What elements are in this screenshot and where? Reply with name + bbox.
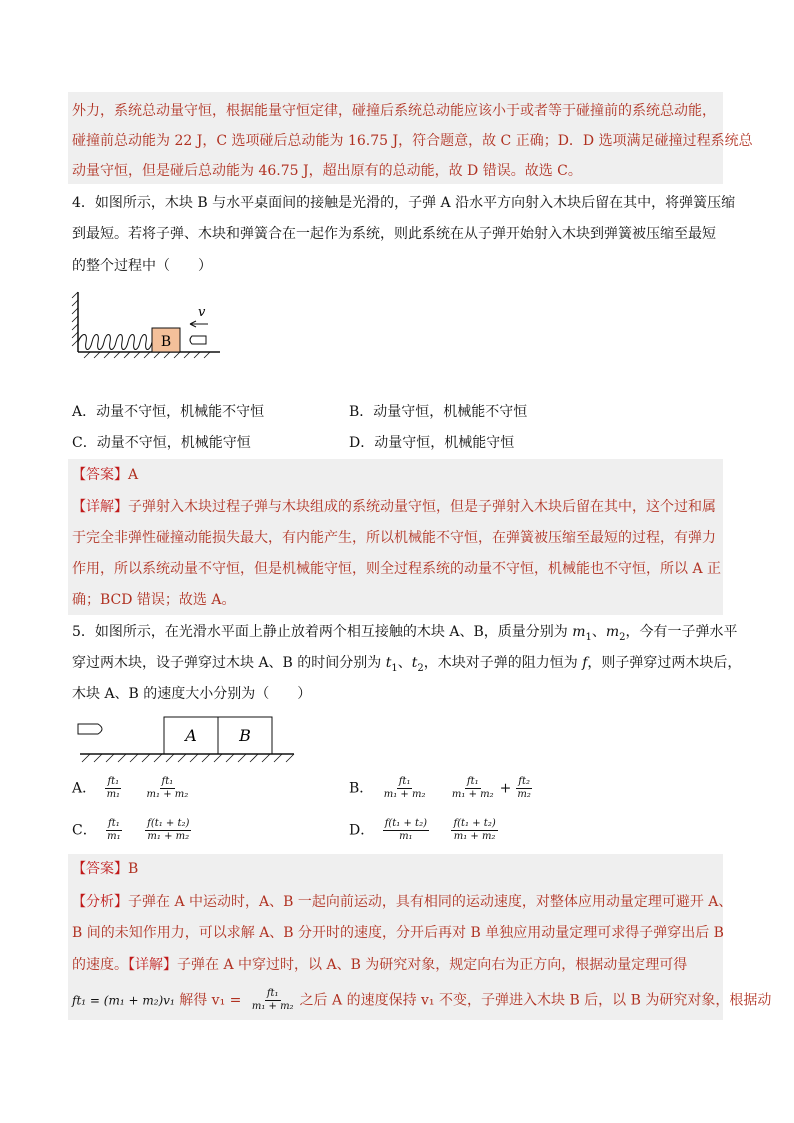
q5-m2: m (605, 624, 620, 640)
q5-option-d-frac-2 (451, 818, 497, 843)
q5-analysis-line-2: B 间的未知作用力，可以求解 A、B 分开时的速度，分开后再对 B 单独应用动量定理可求得子弹穿出后 B (72, 925, 724, 941)
frac-den: m₁ + m₂ (383, 789, 426, 800)
q4-stem-line-1: 4．如图所示，木块 B 与水平桌面间的接触是光滑的，子弹 A 沿水平方向射入木块后留在其中，将弹簧压缩 (72, 195, 736, 211)
bullet (190, 336, 206, 344)
frac-den: m₁ + m₂ (146, 789, 189, 800)
wall-hatch (72, 292, 78, 346)
q4-spring-block-figure (70, 286, 230, 366)
frac-den: m₁ (399, 831, 413, 842)
q5-stem-text-2a: 穿过两木块，设子弹穿过木块 A、B 的时间分别为 (72, 655, 386, 671)
block-a-label: A (185, 726, 197, 745)
frac-den: m₁ (106, 789, 121, 800)
q5-stem-line-3: 木块 A、B 的速度大小分别为（ ） (72, 686, 312, 702)
q5-answer-value: B (128, 861, 139, 877)
q5-detail-tag: 【详解】 (128, 957, 177, 973)
q4-option-b: B．动量守恒，机械能不守恒 (349, 404, 528, 420)
q5-option-c-frac-2 (145, 818, 191, 843)
q4-detail-text-1: 子弹射入木块过程子弹与木块组成的系统动量守恒，但是子弹射入木块后留在其中，这个过和属 (128, 499, 716, 515)
q4-answer-line (72, 465, 138, 485)
frac-num: ft₁ (107, 776, 120, 787)
q5-stem-line-1 (72, 622, 738, 648)
frac-num: ft₁ (398, 776, 411, 787)
q5-option-c (72, 818, 195, 843)
q5-option-d (349, 818, 502, 843)
frac-num: f(t₁ + t₂) (453, 818, 496, 829)
q4-option-c: C．动量不守恒，机械能守恒 (72, 435, 251, 451)
q4-detail-line-2: 于完全非弹性碰撞动能损失最大，有内能产生，所以机械能不守恒，在弹簧被压缩至最短的过程，有弹力 (72, 530, 716, 546)
block-b-q5-label: B (239, 726, 251, 745)
frac-num: ft₁ (266, 988, 279, 999)
frac-num: ft₁ (108, 818, 120, 829)
q5-option-c-label: C． (72, 822, 97, 839)
frac-num: ft₂ (518, 776, 530, 787)
q5-stem-text-2c: ，则子弹穿过两木块后， (587, 655, 742, 671)
q5-stem-text-1b: ，今有一子弹水平 (625, 624, 738, 640)
q5-analysis-line-3 (72, 955, 687, 975)
q5-option-b-frac-2 (450, 776, 496, 801)
q4-detail-line-4: 确；BCD 错误；故选 A。 (72, 592, 236, 608)
q5-option-d-label: D． (349, 822, 375, 839)
q5-option-b-label: B． (349, 780, 374, 797)
spring (78, 335, 152, 350)
q5-t2-sub: 2 (417, 662, 424, 674)
q5-sep-2: 、 (397, 655, 412, 671)
q5-sep-1: 、 (591, 624, 606, 640)
q5-t1: t (385, 655, 392, 671)
q5-stem-text-1a: 5．如图所示，在光滑水平面上静止放着两个相互接触的木块 A、B，质量分别为 (72, 624, 573, 640)
q4-detail-line-1 (72, 497, 716, 517)
prev-answer-line-1: 外力，系统总动量守恒，根据能量守恒定律，碰撞后系统总动能应该小于或者等于碰撞前的系统总动能， (72, 103, 716, 119)
q4-stem-line-3: 的整个过程中（ ） (72, 258, 212, 274)
q5-bullet (78, 724, 102, 734)
q5-option-a-frac-2 (145, 776, 191, 801)
q5-analysis-text-3: 的速度。 (72, 957, 128, 973)
q5-floor-hatch (82, 754, 294, 762)
q5-detail-text-1: 子弹在 A 中穿过时，以 A、B 为研究对象，规定向右为正方向，根据动量定理可得 (177, 957, 688, 973)
q5-m2-sub: 2 (619, 631, 626, 643)
frac-den: m₁ (107, 831, 121, 842)
q5-m1: m (572, 624, 586, 640)
q4-option-d: D．动量守恒，机械能守恒 (349, 435, 515, 451)
q5-option-b-frac-3 (515, 776, 533, 801)
q5-analysis-tag: 【分析】 (72, 894, 128, 910)
q5-t1-sub: 1 (391, 662, 398, 674)
frac-num: ft₁ (466, 776, 479, 787)
q4-option-a: A．动量不守恒，机械能不守恒 (72, 404, 265, 420)
prev-answer-line-3: 动量守恒，但是碰后总动能为 46.75 J，超出原有的总动能，故 D 错误。故选 C。 (72, 163, 582, 179)
q5-eq-lhs: ft₁ = (m₁ + m₂)v₁ (72, 993, 175, 1008)
q5-f: f (582, 655, 588, 671)
block-b-label: B (160, 334, 172, 350)
q4-detail-line-3: 作用，所以系统动量不守恒，但是机械能守恒，则全过程系统的动量不守恒，机械能也不守恒，所以 A 正 (72, 561, 722, 577)
q5-option-c-frac-1 (105, 818, 123, 843)
q5-blocks-figure (72, 714, 302, 766)
q5-option-a (72, 776, 194, 801)
frac-den: m₁ + m₂ (453, 831, 496, 842)
velocity-label: v (198, 305, 206, 320)
q5-stem-line-2 (72, 653, 741, 679)
q5-analysis-text-1: 子弹在 A 中运动时，A、B 一起向前运动，具有相同的运动速度，对整体应用动量定理可避开 A、 (128, 894, 733, 910)
q5-eq-frac (250, 988, 296, 1013)
q5-m1-sub: 1 (585, 631, 592, 643)
q5-answer-tag: 【答案】 (72, 861, 128, 877)
q5-stem-text-2b: ，木块对子弹的阻力恒为 (423, 655, 583, 671)
q5-option-a-label: A． (72, 780, 97, 797)
q4-detail-tag: 【详解】 (72, 499, 128, 515)
q5-option-a-frac-1 (105, 776, 123, 801)
frac-num: f(t₁ + t₂) (147, 818, 190, 829)
q5-option-d-frac-1 (383, 818, 429, 843)
q5-detail-equation-line (72, 988, 771, 1013)
frac-den: m₂ (517, 789, 531, 800)
q5-option-b-frac-1 (382, 776, 428, 801)
q4-stem-line-2: 到最短。若将子弹、木块和弹簧合在一起作为系统，则此系统在从子弹开始射入木块到弹簧被压缩至最短 (72, 226, 716, 242)
frac-den: m₁ + m₂ (147, 831, 190, 842)
q4-answer-value: A (128, 467, 139, 483)
q5-t2: t (411, 655, 418, 671)
q5-option-b (349, 776, 537, 801)
frac-den: m₁ + m₂ (251, 1001, 294, 1012)
q4-answer-tag: 【答案】 (72, 467, 128, 483)
prev-answer-line-2: 碰撞前总动能为 22 J，C 选项碰后总动能为 16.75 J，符合题意，故 C 正确；D．D 选项满足碰撞过程系统总 (72, 133, 753, 149)
frac-num: ft₁ (161, 776, 174, 787)
q5-option-b-plus: + (499, 780, 512, 797)
frac-num: f(t₁ + t₂) (384, 818, 427, 829)
q5-answer-line (72, 859, 138, 879)
floor-hatch (84, 352, 210, 358)
q5-eq-after: 之后 A 的速度保持 v₁ 不变，子弹进入木块 B 后，以 B 为研究对象，根据动 (299, 992, 772, 1009)
frac-den: m₁ + m₂ (451, 789, 494, 800)
q5-analysis-line-1 (72, 892, 732, 912)
q5-eq-mid: 解得 v₁ = (179, 992, 242, 1009)
